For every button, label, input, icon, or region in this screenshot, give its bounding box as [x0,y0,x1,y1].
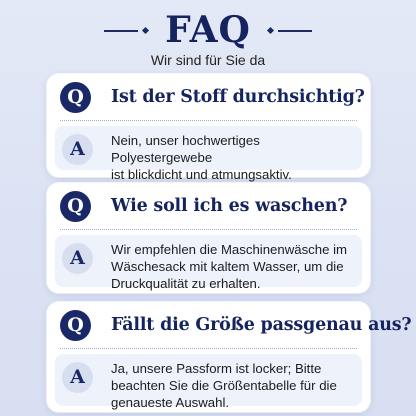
faq-answer-line: Nein, unser hochwertiges Polyestergewebe [111,133,260,165]
faq-card-1 [47,74,370,182]
page-subtitle: Wir sind für Sie da [150,52,266,68]
question-badge-icon: Q [60,82,91,113]
faq-answer [111,360,362,411]
faq-question: Wie soll ich es waschen? [111,196,348,216]
faq-answer-panel [55,354,362,410]
faq-answer-panel [55,126,362,182]
question-badge-icon: Q [60,310,91,341]
page-title: FAQ [165,9,251,51]
faq-answer-line: genaueste Auswahl. [111,395,230,410]
answer-badge-icon: A [62,362,93,393]
faq-card-2 [47,183,370,293]
faq-question-row[interactable] [47,183,370,229]
faq-header [0,6,416,72]
faq-answer-line: Wir empfehlen die Maschinenwäsche im [111,242,348,257]
answer-badge-icon: A [62,134,93,165]
faq-answer-panel [55,235,362,291]
faq-question: Fällt die Größe passgenau aus? [111,315,412,335]
faq-answer [111,132,362,183]
faq-question-row[interactable] [47,302,412,348]
faq-answer-line: Wäschesack mit kaltem Wasser, um die [111,259,344,274]
faq-answer-line: Ja, unsere Passform ist locker; Bitte [111,361,322,376]
dotted-divider [60,348,357,349]
header-decorative-line-right [278,30,312,32]
faq-question: Ist der Stoff durchsichtig? [111,87,365,107]
faq-answer-line: Druckqualität zu erhalten. [111,276,261,291]
faq-answer-line: beachten Sie die Größentabelle für die [111,378,337,393]
dotted-divider [60,120,357,121]
faq-card-3 [47,302,412,412]
question-badge-icon: Q [60,191,91,222]
faq-question-row[interactable] [47,74,370,120]
faq-answer-line: ist blickdicht und atmungsaktiv. [111,167,292,182]
answer-badge-icon: A [62,243,93,274]
faq-answer [111,241,362,292]
dotted-divider [60,229,357,230]
